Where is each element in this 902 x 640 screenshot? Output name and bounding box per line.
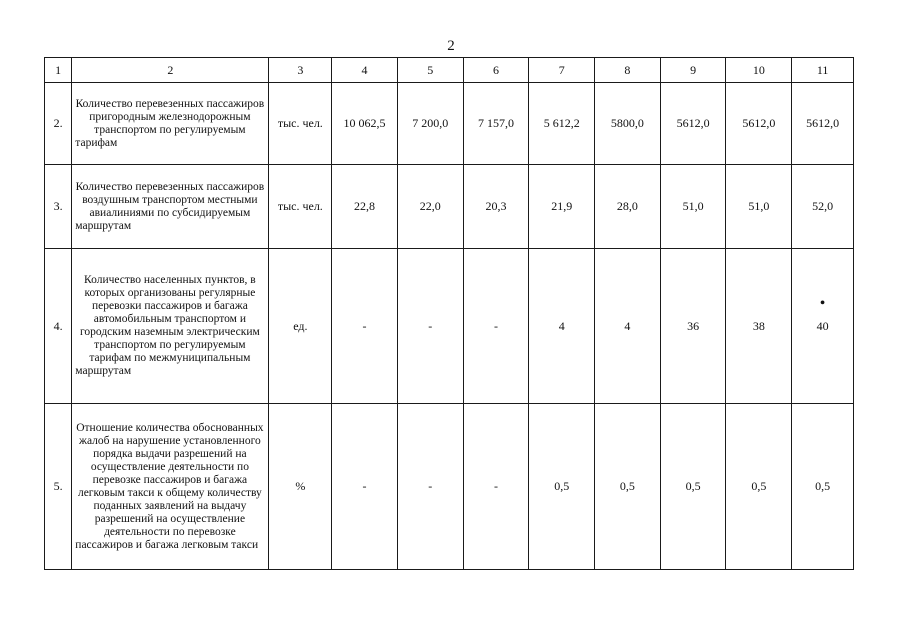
value-cell: 51,0 bbox=[660, 165, 726, 249]
header-cell: 4 bbox=[332, 58, 398, 83]
table-row bbox=[45, 249, 854, 404]
unit-cell: % bbox=[269, 404, 332, 570]
table-header-row bbox=[45, 58, 854, 83]
value-cell: 5612,0 bbox=[660, 83, 726, 165]
header-cell: 2 bbox=[72, 58, 269, 83]
value-cell: 0,5 bbox=[529, 404, 595, 570]
value-cell bbox=[792, 249, 854, 404]
value-text: 40 bbox=[816, 318, 829, 333]
value-cell: 22,0 bbox=[397, 165, 463, 249]
header-cell: 8 bbox=[595, 58, 661, 83]
header-cell: 1 bbox=[45, 58, 72, 83]
value-cell: - bbox=[463, 249, 529, 404]
value-cell: 4 bbox=[595, 249, 661, 404]
value-cell: 5 612,2 bbox=[529, 83, 595, 165]
indicator-description: Количество перевезенных пассажиров пригородным железнодорожным транспортом по регулируемым тарифам bbox=[72, 83, 269, 165]
value-cell: - bbox=[463, 404, 529, 570]
unit-cell: тыс. чел. bbox=[269, 165, 332, 249]
value-cell: 4 bbox=[529, 249, 595, 404]
value-cell: 22,8 bbox=[332, 165, 398, 249]
row-number: 3. bbox=[45, 165, 72, 249]
value-cell: 10 062,5 bbox=[332, 83, 398, 165]
value-cell: 0,5 bbox=[726, 404, 792, 570]
value-cell: 7 157,0 bbox=[463, 83, 529, 165]
value-cell: 5612,0 bbox=[726, 83, 792, 165]
value-cell: 0,5 bbox=[792, 404, 854, 570]
header-cell: 6 bbox=[463, 58, 529, 83]
page-number: 2 bbox=[447, 38, 455, 54]
row-number: 4. bbox=[45, 249, 72, 404]
value-cell: 5800,0 bbox=[595, 83, 661, 165]
indicator-description: Количество перевезенных пассажиров воздушным транспортом местными авиалиниями по субсидируемым маршрутам bbox=[72, 165, 269, 249]
value-cell: 5612,0 bbox=[792, 83, 854, 165]
table-row bbox=[45, 165, 854, 249]
header-cell: 9 bbox=[660, 58, 726, 83]
header-cell: 10 bbox=[726, 58, 792, 83]
value-cell: - bbox=[397, 404, 463, 570]
value-cell: - bbox=[332, 249, 398, 404]
indicators-table bbox=[44, 57, 854, 570]
table-row bbox=[45, 83, 854, 165]
row-number: 5. bbox=[45, 404, 72, 570]
value-cell: - bbox=[332, 404, 398, 570]
value-cell: - bbox=[397, 249, 463, 404]
unit-cell: ед. bbox=[269, 249, 332, 404]
value-cell: 20,3 bbox=[463, 165, 529, 249]
unit-cell: тыс. чел. bbox=[269, 83, 332, 165]
value-cell: 7 200,0 bbox=[397, 83, 463, 165]
header-cell: 7 bbox=[529, 58, 595, 83]
value-cell: 38 bbox=[726, 249, 792, 404]
row-number: 2. bbox=[45, 83, 72, 165]
value-cell: 0,5 bbox=[660, 404, 726, 570]
indicator-description: Количество населенных пунктов, в которых организованы регулярные перевозки пассажиров и багажа автомобильным транспортом и городским наземным электрическим транспортом по регулируемым тарифам по межмуниципальным маршрутам bbox=[72, 249, 269, 404]
header-cell: 3 bbox=[269, 58, 332, 83]
value-cell: 0,5 bbox=[595, 404, 661, 570]
value-cell: 52,0 bbox=[792, 165, 854, 249]
header-cell: 11 bbox=[792, 58, 854, 83]
header-cell: 5 bbox=[397, 58, 463, 83]
table-row bbox=[45, 404, 854, 570]
indicator-description: Отношение количества обоснованных жалоб на нарушение установленного порядка выдачи разрешений на осуществление деятельности по перевозке пассажиров и багажа легковым такси к общему количеству поданных заявлений на выдачу разрешений на осуществление деятельности по перевозке пассажиров и багажа легковым такси bbox=[72, 404, 269, 570]
value-cell: 28,0 bbox=[595, 165, 661, 249]
stray-dot-mark: • bbox=[819, 294, 826, 312]
value-cell: 36 bbox=[660, 249, 726, 404]
value-cell: 51,0 bbox=[726, 165, 792, 249]
value-cell: 21,9 bbox=[529, 165, 595, 249]
